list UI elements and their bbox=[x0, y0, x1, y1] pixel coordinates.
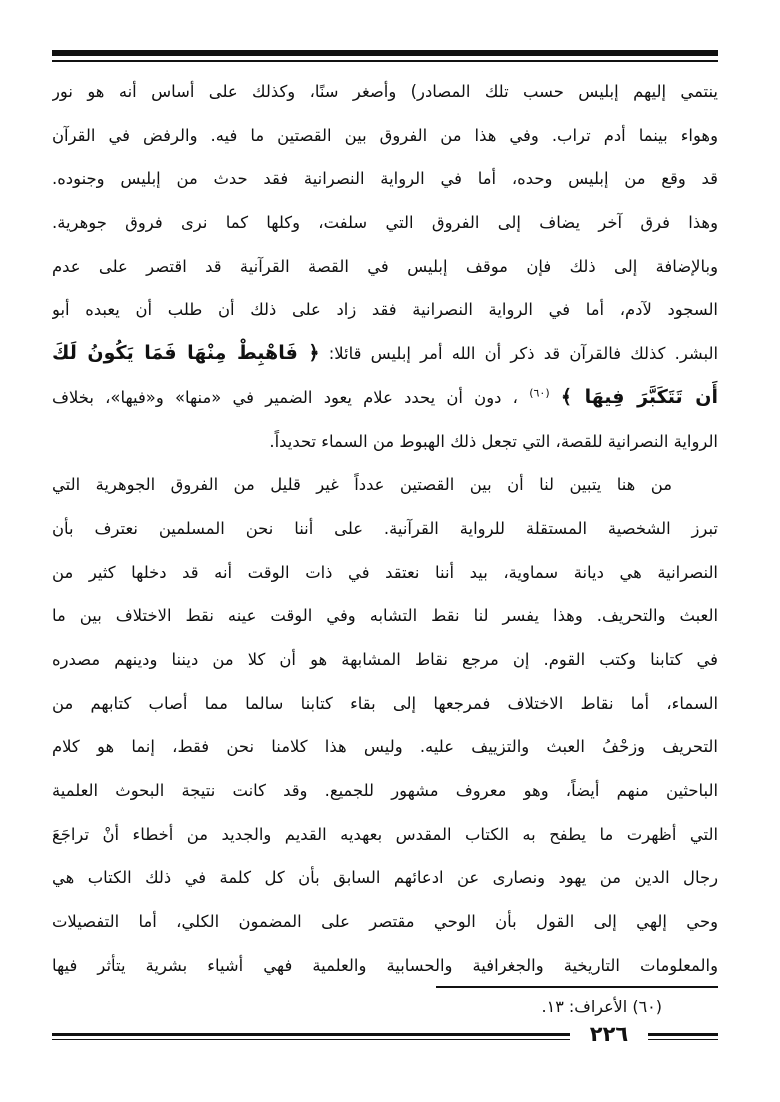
text-line: التي أظهرت ما يطفح به الكتاب المقدس بعهديه القديم والجديد من أخطاء أنْ تراجَعَ bbox=[52, 824, 718, 844]
text-line: وهواء بينما أدم تراب. وفي هذا من الفروق بين القصتين ما فيه. والرفض في القرآن bbox=[52, 125, 718, 145]
text-segment: البشر. كذلك فالقرآن قد ذكر أن الله أمر إبليس قائلا: bbox=[328, 344, 718, 364]
body-text bbox=[52, 70, 718, 987]
text-line: التحريف وزحْفُ العبث والتزييف عليه. وليس هذا كلامنا نحن فقط، إنما هو كلام bbox=[52, 737, 718, 757]
text-line: من هنا يتبين لنا أن بين القصتين عدداً غير قليل من الفروق الجوهرية التي bbox=[52, 475, 672, 495]
footer-rule bbox=[648, 1039, 718, 1040]
text-line bbox=[52, 376, 718, 420]
text-line: رجال الدين من يهود ونصارى عن ادعائهم السابق بأن كل كلمة في ذلك الكتاب هي bbox=[52, 868, 718, 888]
text-line bbox=[52, 332, 718, 376]
text-line: والمعلومات التاريخية والجغرافية والحسابية والعلمية فهي أشياء بشرية يتأثر فيها bbox=[52, 955, 718, 975]
header-rule-thin bbox=[52, 60, 718, 62]
text-line: السجود لآدم، أما في الرواية النصرانية فقد زاد على ذلك أن طلب أن يعبده أبو bbox=[52, 300, 718, 320]
text-line: الباحثين منهم أيضاً، وهو معروف مشهور للجميع. وقد كانت نتيجة البحوث العلمية bbox=[52, 781, 718, 800]
text-line: العبث والتحريف. وهذا يفسر لنا نقط التشابه وفي الوقت عينه نقط الاختلاف بين ما bbox=[52, 606, 718, 626]
text-line: ينتمي إليهم إبليس حسب تلك المصادر) وأصغر سنًا، وكذلك على أساس أنه هو نور bbox=[52, 82, 718, 101]
text-segment: ، دون أن يحدد علام يعود الضمير في «منها» و«فيها»، بخلاف bbox=[52, 387, 518, 407]
quran-verse-part1: ﴿ فَاهْبِطْ مِنْهَا فَمَا يَكُونُ لَكَ bbox=[52, 342, 320, 365]
text-line: وحي إلهي إلى القول بأن الوحي مقتصر على المضمون الكلي، أما التفصيلات bbox=[52, 912, 718, 932]
page-number: ٢٢٦ bbox=[589, 1022, 629, 1046]
text-line: تبرز الشخصية المستقلة للرواية القرآنية. على أننا نحن المسلمين نعترف بأن bbox=[52, 518, 718, 538]
text-line: قد وقع من إبليس وحده، أما في الرواية النصرانية فقد حدث من إبليس وجنوده. bbox=[52, 169, 718, 189]
text-line: وبالإضافة إلى ذلك فإن موقف إبليس في القصة القرآنية قد اقتصر على عدم bbox=[52, 256, 718, 276]
header-rule-thick bbox=[52, 50, 718, 56]
text-line: وهذا فرق آخر يضاف إلى الفروق التي سلفت، وكلها كما نرى فروق جوهرية. bbox=[52, 213, 718, 233]
text-line: في كتابنا وكتب القوم. إن مرجع نقاط المشابهة هو أن كلا من ديننا ودينهم مصدره bbox=[52, 649, 718, 669]
footer-rule bbox=[648, 1033, 718, 1036]
footnote: (٦٠) الأعراف: ١٣. bbox=[541, 997, 662, 1016]
text-line: الرواية النصرانية للقصة، التي تجعل ذلك الهبوط من السماء تحديداً. bbox=[269, 431, 718, 451]
text-line: النصرانية هي ديانة سماوية، بيد أننا نعتقد في ذات الوقت أنه قد دخلها كثير من bbox=[52, 562, 718, 582]
footer-rule bbox=[52, 1033, 570, 1036]
footer-rule bbox=[52, 1039, 570, 1040]
quran-verse-part2: أَن تَتَكَبَّرَ فِيهَا ﴾ bbox=[560, 385, 718, 408]
footnote-reference[interactable]: (٦٠) bbox=[529, 386, 550, 400]
text-line: السماء، أما نقاط الاختلاف فمرجعها إلى بقاء كتابنا سالما مما أصاب كتابهم من bbox=[52, 693, 718, 713]
footnote-separator bbox=[436, 986, 718, 988]
